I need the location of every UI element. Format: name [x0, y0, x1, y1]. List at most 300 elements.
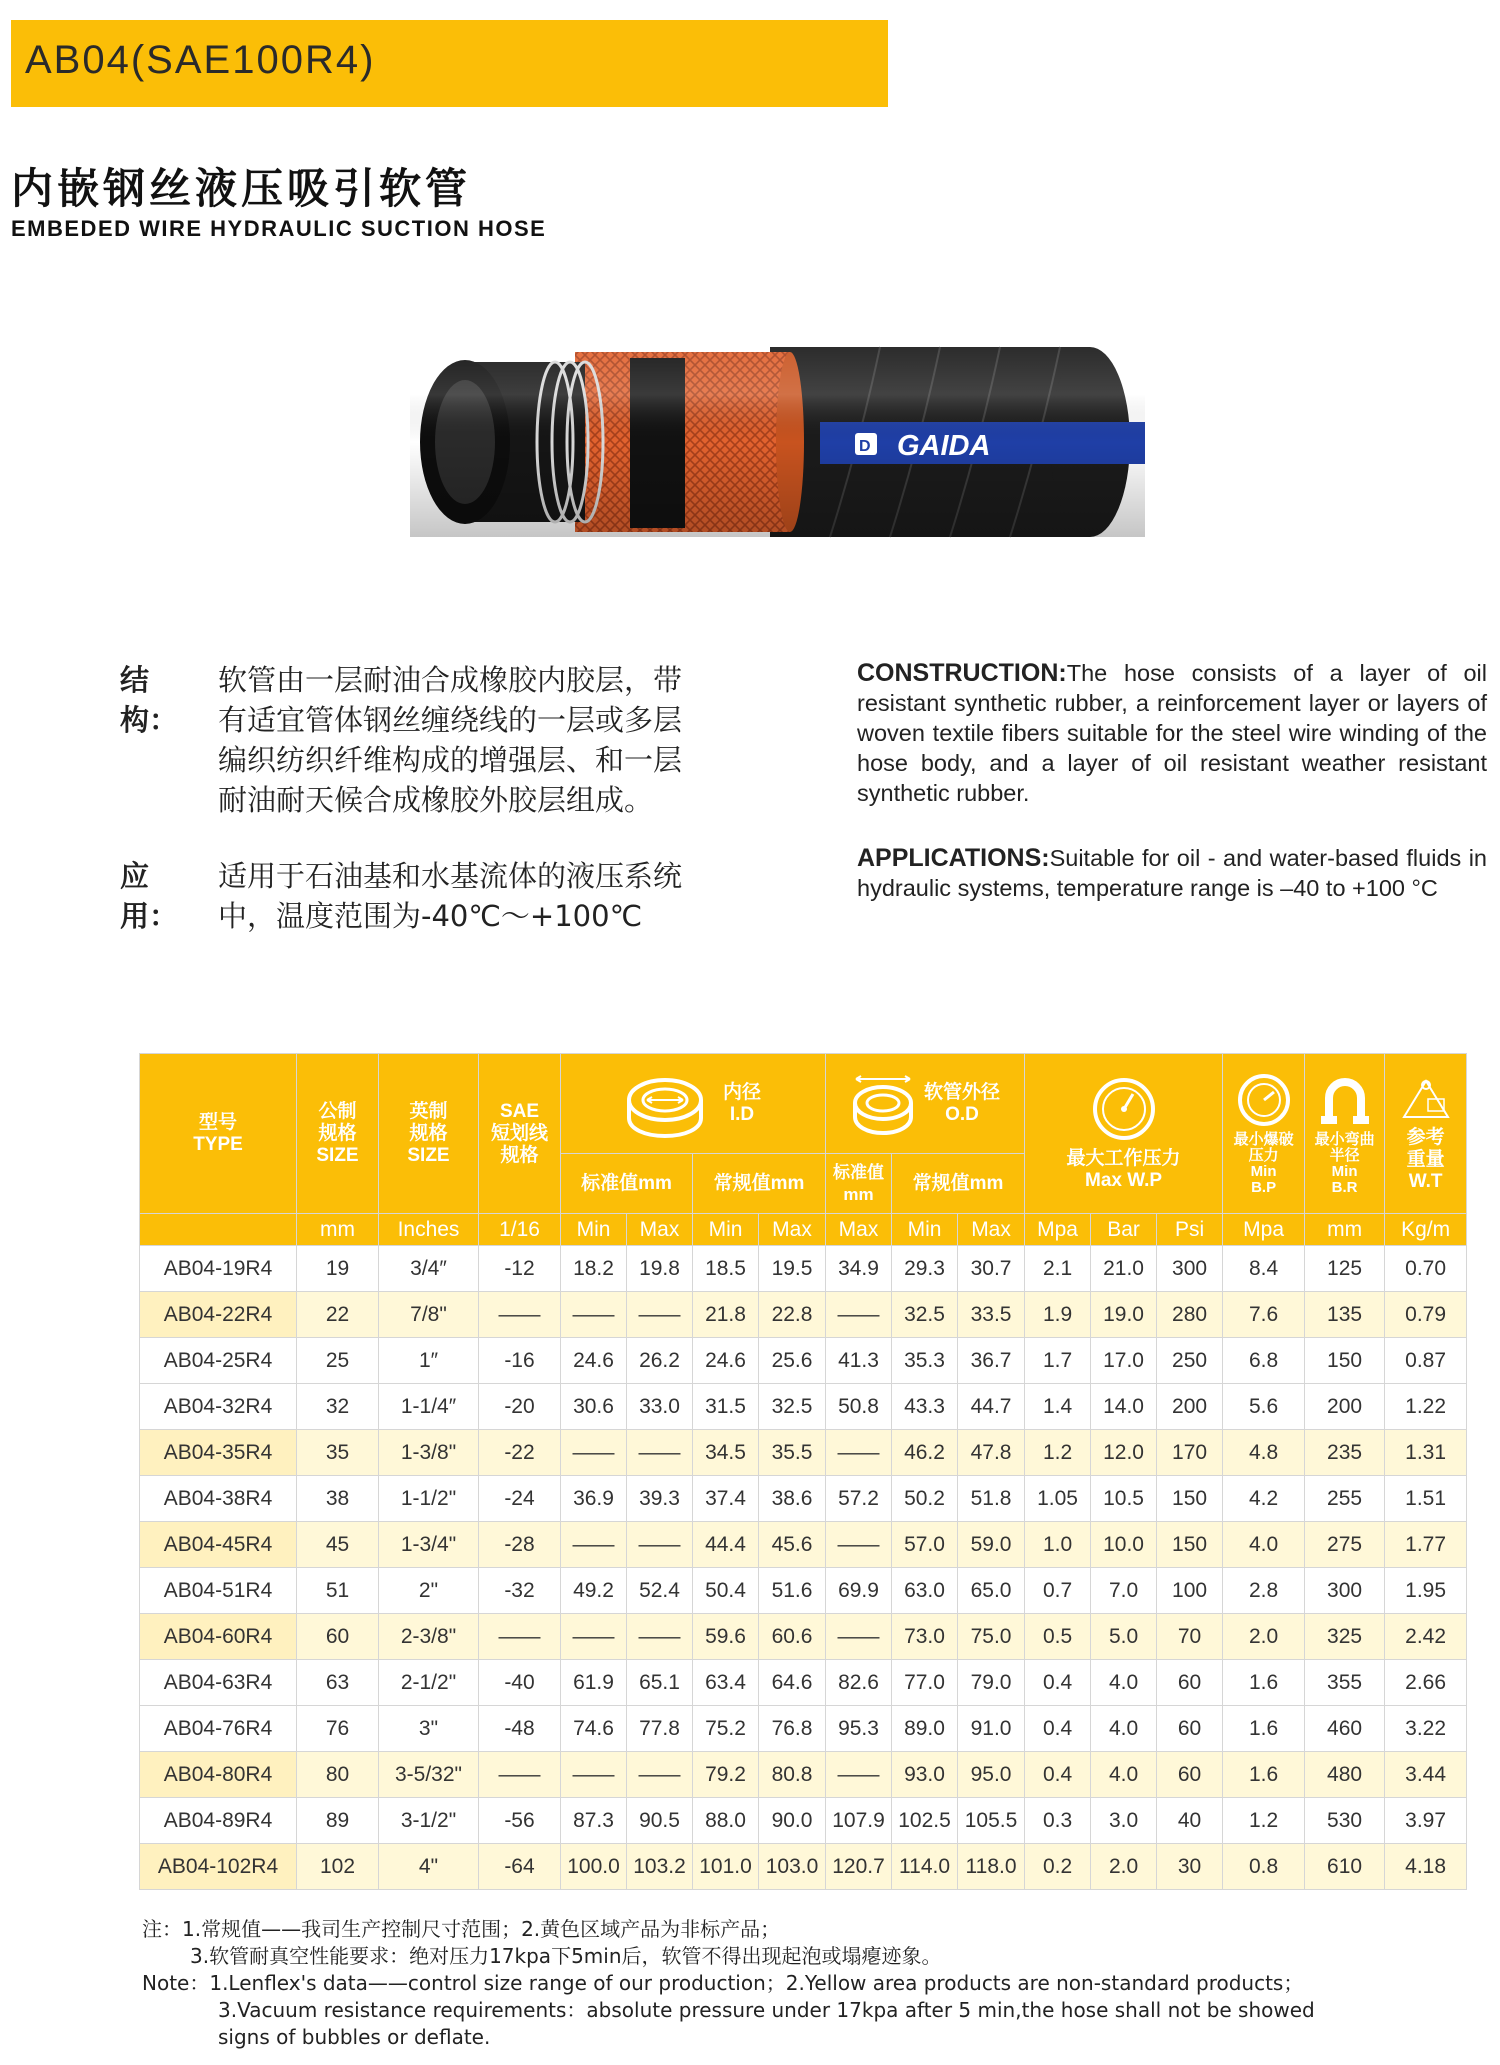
table-cell: 102: [297, 1844, 379, 1890]
table-cell: 45.6: [759, 1522, 826, 1568]
table-cell: 610: [1305, 1844, 1385, 1890]
type-cell: AB04-102R4: [140, 1844, 297, 1890]
table-cell: 77.8: [627, 1706, 693, 1752]
table-cell: 76: [297, 1706, 379, 1752]
table-cell: -22: [479, 1430, 561, 1476]
table-row: [140, 1752, 1467, 1798]
table-cell: 1.77: [1385, 1522, 1467, 1568]
table-cell: ——: [479, 1752, 561, 1798]
table-cell: 200: [1157, 1384, 1223, 1430]
table-row: [140, 1338, 1467, 1384]
type-cell: AB04-76R4: [140, 1706, 297, 1752]
unit-cell: Max: [627, 1214, 693, 1246]
table-cell: 29.3: [892, 1246, 958, 1292]
table-cell: 60: [1157, 1752, 1223, 1798]
table-cell: -12: [479, 1246, 561, 1292]
table-cell: 63.0: [892, 1568, 958, 1614]
table-cell: 102.5: [892, 1798, 958, 1844]
note-en-1: Note：1.Lenflex's data——control size range of our production；2.Yellow area products are non-standard products；: [142, 1971, 1304, 1995]
unit-cell-type: [140, 1214, 297, 1246]
table-cell: 2.42: [1385, 1614, 1467, 1660]
table-cell: 21.0: [1091, 1246, 1157, 1292]
table-cell: 24.6: [693, 1338, 759, 1384]
table-cell: 4.2: [1223, 1476, 1305, 1522]
table-cell: ——: [627, 1292, 693, 1338]
header-id-regular: 常规值mm: [693, 1154, 826, 1214]
table-cell: 19: [297, 1246, 379, 1292]
table-cell: 103.0: [759, 1844, 826, 1890]
table-cell: 51: [297, 1568, 379, 1614]
table-cell: 118.0: [958, 1844, 1025, 1890]
type-cell: AB04-19R4: [140, 1246, 297, 1292]
table-cell: 69.9: [826, 1568, 892, 1614]
table-cell: 47.8: [958, 1430, 1025, 1476]
units-row: [140, 1214, 1467, 1246]
table-cell: 63: [297, 1660, 379, 1706]
table-cell: 4.0: [1091, 1706, 1157, 1752]
table-cell: 120.7: [826, 1844, 892, 1890]
unit-cell: Mpa: [1025, 1214, 1091, 1246]
type-cell: AB04-63R4: [140, 1660, 297, 1706]
table-cell: 105.5: [958, 1798, 1025, 1844]
unit-cell: mm: [297, 1214, 379, 1246]
table-cell: 2.0: [1091, 1844, 1157, 1890]
table-cell: 59.0: [958, 1522, 1025, 1568]
table-cell: 60.6: [759, 1614, 826, 1660]
header-od-regular: 常规值mm: [892, 1154, 1025, 1214]
construction-cn-line: 软管由一层耐油合成橡胶内胶层，带: [218, 663, 683, 697]
type-cell: AB04-25R4: [140, 1338, 297, 1384]
table-cell: 4.0: [1091, 1660, 1157, 1706]
table-cell: 24.6: [561, 1338, 627, 1384]
table-cell: 79.2: [693, 1752, 759, 1798]
header-type: 型号 TYPE: [140, 1054, 297, 1214]
table-cell: 36.7: [958, 1338, 1025, 1384]
construction-en-label: CONSTRUCTION:: [857, 659, 1067, 687]
outer-diameter-icon: [850, 1071, 916, 1137]
table-cell: 103.2: [627, 1844, 693, 1890]
table-cell: 76.8: [759, 1706, 826, 1752]
table-cell: -32: [479, 1568, 561, 1614]
table-cell: 12.0: [1091, 1430, 1157, 1476]
table-cell: 355: [1305, 1660, 1385, 1706]
table-cell: 10.0: [1091, 1522, 1157, 1568]
table-cell: ——: [561, 1522, 627, 1568]
table-cell: 50.4: [693, 1568, 759, 1614]
table-cell: ——: [627, 1752, 693, 1798]
table-cell: 101.0: [693, 1844, 759, 1890]
table-cell: 1.2: [1025, 1430, 1091, 1476]
table-row: [140, 1798, 1467, 1844]
table-cell: 30.6: [561, 1384, 627, 1430]
table-cell: 1.6: [1223, 1660, 1305, 1706]
table-cell: 26.2: [627, 1338, 693, 1384]
note-cn-2: 3.软管耐真空性能要求：绝对压力17kpa下5min后，软管不得出现起泡或塌瘪迹象。: [190, 1944, 942, 1968]
table-cell: 125: [1305, 1246, 1385, 1292]
brand-logo-text: GAIDA: [897, 430, 991, 462]
table-cell: 3-5/32": [379, 1752, 479, 1798]
table-cell: 36.9: [561, 1476, 627, 1522]
table-cell: 74.6: [561, 1706, 627, 1752]
note-en-3: signs of bubbles or deflate.: [218, 2025, 491, 2049]
table-cell: 50.8: [826, 1384, 892, 1430]
table-cell: 32.5: [759, 1384, 826, 1430]
table-row: [140, 1614, 1467, 1660]
unit-cell: 1/16: [479, 1214, 561, 1246]
table-cell: ——: [826, 1752, 892, 1798]
table-cell: 1.22: [1385, 1384, 1467, 1430]
table-cell: 5.0: [1091, 1614, 1157, 1660]
table-cell: 49.2: [561, 1568, 627, 1614]
table-cell: 60: [1157, 1706, 1223, 1752]
table-cell: 114.0: [892, 1844, 958, 1890]
table-cell: 39.3: [627, 1476, 693, 1522]
table-cell: 31.5: [693, 1384, 759, 1430]
table-cell: 4.0: [1223, 1522, 1305, 1568]
table-cell: 19.8: [627, 1246, 693, 1292]
table-cell: 2-3/8": [379, 1614, 479, 1660]
table-cell: 19.5: [759, 1246, 826, 1292]
unit-cell: Min: [892, 1214, 958, 1246]
table-cell: 0.70: [1385, 1246, 1467, 1292]
unit-cell: mm: [1305, 1214, 1385, 1246]
table-cell: 44.4: [693, 1522, 759, 1568]
table-cell: ——: [561, 1430, 627, 1476]
table-cell: ——: [479, 1292, 561, 1338]
table-cell: -64: [479, 1844, 561, 1890]
header-weight: 参考重量 W.T: [1385, 1054, 1467, 1214]
table-cell: 150: [1305, 1338, 1385, 1384]
table-cell: -40: [479, 1660, 561, 1706]
applications-en: [857, 843, 1487, 903]
table-cell: 38: [297, 1476, 379, 1522]
table-cell: 80: [297, 1752, 379, 1798]
table-cell: ——: [561, 1614, 627, 1660]
table-cell: 1.7: [1025, 1338, 1091, 1384]
table-cell: 4.18: [1385, 1844, 1467, 1890]
table-row: [140, 1660, 1467, 1706]
table-cell: 34.5: [693, 1430, 759, 1476]
header-outer-diameter: 软管外径 O.D: [826, 1054, 1025, 1154]
table-cell: 35.5: [759, 1430, 826, 1476]
table-cell: 91.0: [958, 1706, 1025, 1752]
table-cell: 1.95: [1385, 1568, 1467, 1614]
table-cell: 35.3: [892, 1338, 958, 1384]
table-cell: 1.0: [1025, 1522, 1091, 1568]
table-cell: 59.6: [693, 1614, 759, 1660]
table-cell: 37.4: [693, 1476, 759, 1522]
table-cell: 1-1/2": [379, 1476, 479, 1522]
note-en-2: 3.Vacuum resistance requirements：absolute pressure under 17kpa after 5 min,the hose shall not be showed: [218, 1998, 1315, 2022]
table-cell: 150: [1157, 1476, 1223, 1522]
type-cell: AB04-89R4: [140, 1798, 297, 1844]
table-cell: 1.51: [1385, 1476, 1467, 1522]
table-cell: 2.66: [1385, 1660, 1467, 1706]
table-cell: 60: [1157, 1660, 1223, 1706]
table-cell: 530: [1305, 1798, 1385, 1844]
table-cell: -16: [479, 1338, 561, 1384]
table-row: [140, 1844, 1467, 1890]
table-cell: 38.6: [759, 1476, 826, 1522]
table-cell: 3-1/2": [379, 1798, 479, 1844]
type-cell: AB04-38R4: [140, 1476, 297, 1522]
table-cell: -48: [479, 1706, 561, 1752]
table-cell: 64.6: [759, 1660, 826, 1706]
type-cell: AB04-22R4: [140, 1292, 297, 1338]
table-cell: 300: [1305, 1568, 1385, 1614]
table-cell: 90.0: [759, 1798, 826, 1844]
burst-gauge-icon: [1236, 1072, 1292, 1128]
table-cell: 17.0: [1091, 1338, 1157, 1384]
table-cell: 0.7: [1025, 1568, 1091, 1614]
table-row: [140, 1430, 1467, 1476]
table-cell: 46.2: [892, 1430, 958, 1476]
construction-cn-line: 有适宜管体钢丝缠绕线的一层或多层: [218, 703, 683, 737]
table-cell: 93.0: [892, 1752, 958, 1798]
table-cell: 2.1: [1025, 1246, 1091, 1292]
unit-cell: Min: [693, 1214, 759, 1246]
table-row: [140, 1476, 1467, 1522]
applications-en-label: APPLICATIONS:: [857, 844, 1050, 872]
table-cell: ——: [561, 1292, 627, 1338]
table-cell: 325: [1305, 1614, 1385, 1660]
unit-cell: Inches: [379, 1214, 479, 1246]
construction-en: [857, 658, 1487, 808]
title-english: EMBEDED WIRE HYDRAULIC SUCTION HOSE: [11, 216, 547, 241]
table-cell: 150: [1157, 1522, 1223, 1568]
table-cell: 18.5: [693, 1246, 759, 1292]
table-cell: 75.2: [693, 1706, 759, 1752]
table-cell: 4.0: [1091, 1752, 1157, 1798]
table-cell: 3.0: [1091, 1798, 1157, 1844]
table-cell: 60: [297, 1614, 379, 1660]
table-cell: 25: [297, 1338, 379, 1384]
type-cell: AB04-80R4: [140, 1752, 297, 1798]
construction-cn-line: 编织纺织纤维构成的增强层、和一层: [218, 743, 683, 777]
table-cell: 0.2: [1025, 1844, 1091, 1890]
table-cell: ——: [627, 1522, 693, 1568]
table-cell: 52.4: [627, 1568, 693, 1614]
table-cell: 21.8: [693, 1292, 759, 1338]
table-cell: 3.97: [1385, 1798, 1467, 1844]
table-cell: 79.0: [958, 1660, 1025, 1706]
table-cell: 6.8: [1223, 1338, 1305, 1384]
table-cell: 43.3: [892, 1384, 958, 1430]
table-cell: 100: [1157, 1568, 1223, 1614]
table-cell: 14.0: [1091, 1384, 1157, 1430]
pressure-gauge-icon: [1091, 1076, 1157, 1142]
table-cell: 7.6: [1223, 1292, 1305, 1338]
table-cell: 30: [1157, 1844, 1223, 1890]
note-cn-1: 注：1.常规值——我司生产控制尺寸范围；2.黄色区域产品为非标产品；: [142, 1917, 781, 1941]
table-cell: 1″: [379, 1338, 479, 1384]
table-cell: ——: [826, 1614, 892, 1660]
header-metric-size: 公制规格 SIZE: [297, 1054, 379, 1214]
table-cell: ——: [479, 1614, 561, 1660]
table-cell: 33.5: [958, 1292, 1025, 1338]
table-cell: 1.4: [1025, 1384, 1091, 1430]
table-cell: 41.3: [826, 1338, 892, 1384]
table-cell: 95.0: [958, 1752, 1025, 1798]
table-cell: 1.31: [1385, 1430, 1467, 1476]
table-cell: 0.4: [1025, 1706, 1091, 1752]
table-cell: 18.2: [561, 1246, 627, 1292]
table-cell: 300: [1157, 1246, 1223, 1292]
table-cell: 45: [297, 1522, 379, 1568]
header-imperial-size: 英制规格 SIZE: [379, 1054, 479, 1214]
table-cell: 32.5: [892, 1292, 958, 1338]
table-cell: 10.5: [1091, 1476, 1157, 1522]
table-cell: 90.5: [627, 1798, 693, 1844]
table-cell: 0.5: [1025, 1614, 1091, 1660]
weight-icon: [1398, 1075, 1454, 1123]
table-cell: 89: [297, 1798, 379, 1844]
table-cell: ——: [627, 1430, 693, 1476]
table-cell: 19.0: [1091, 1292, 1157, 1338]
table-cell: 235: [1305, 1430, 1385, 1476]
table-cell: 63.4: [693, 1660, 759, 1706]
table-cell: 3/4″: [379, 1246, 479, 1292]
table-cell: 51.8: [958, 1476, 1025, 1522]
table-cell: 2.8: [1223, 1568, 1305, 1614]
table-cell: 250: [1157, 1338, 1223, 1384]
table-row: [140, 1292, 1467, 1338]
applications-cn-label: 应用：: [120, 859, 179, 933]
table-cell: ——: [826, 1292, 892, 1338]
table-cell: 4": [379, 1844, 479, 1890]
table-cell: 87.3: [561, 1798, 627, 1844]
table-cell: 57.2: [826, 1476, 892, 1522]
header-inner-diameter: 内径 I.D: [561, 1054, 826, 1154]
table-cell: 61.9: [561, 1660, 627, 1706]
unit-cell: Psi: [1157, 1214, 1223, 1246]
table-cell: 1-1/4″: [379, 1384, 479, 1430]
unit-cell: Max: [759, 1214, 826, 1246]
table-cell: -20: [479, 1384, 561, 1430]
table-cell: 0.87: [1385, 1338, 1467, 1384]
table-cell: 3.44: [1385, 1752, 1467, 1798]
table-cell: 77.0: [892, 1660, 958, 1706]
table-cell: 0.3: [1025, 1798, 1091, 1844]
table-cell: 30.7: [958, 1246, 1025, 1292]
type-cell: AB04-60R4: [140, 1614, 297, 1660]
construction-en-text: The hose consists of a layer of oil resistant synthetic rubber, a reinforcement layer or layers of woven textile fibers suitable for the steel wire winding of the hose body, and a layer of oil resistant weather resistant synthetic rubber.: [857, 660, 1487, 806]
table-cell: 4.8: [1223, 1430, 1305, 1476]
construction-cn-label: 结构：: [120, 663, 179, 737]
model-code: AB04(SAE100R4): [25, 38, 376, 82]
header-sae-dash: SAE 短划线规格: [479, 1054, 561, 1214]
table-cell: 1.05: [1025, 1476, 1091, 1522]
table-cell: 22: [297, 1292, 379, 1338]
table-cell: 1-3/4": [379, 1522, 479, 1568]
table-cell: 280: [1157, 1292, 1223, 1338]
table-cell: 255: [1305, 1476, 1385, 1522]
table-cell: 275: [1305, 1522, 1385, 1568]
notes: [142, 1916, 1315, 2051]
table-cell: -24: [479, 1476, 561, 1522]
table-cell: ——: [826, 1522, 892, 1568]
table-cell: 80.8: [759, 1752, 826, 1798]
table-cell: 44.7: [958, 1384, 1025, 1430]
table-cell: 8.4: [1223, 1246, 1305, 1292]
table-cell: 0.79: [1385, 1292, 1467, 1338]
table-cell: 0.8: [1223, 1844, 1305, 1890]
table-cell: 100.0: [561, 1844, 627, 1890]
unit-cell: Max: [958, 1214, 1025, 1246]
applications-cn-line: 适用于石油基和水基流体的液压系统: [218, 859, 683, 893]
unit-cell: Kg/m: [1385, 1214, 1467, 1246]
table-cell: 40: [1157, 1798, 1223, 1844]
table-cell: 35: [297, 1430, 379, 1476]
table-cell: 25.6: [759, 1338, 826, 1384]
table-cell: 75.0: [958, 1614, 1025, 1660]
type-cell: AB04-35R4: [140, 1430, 297, 1476]
table-cell: -28: [479, 1522, 561, 1568]
table-cell: 7.0: [1091, 1568, 1157, 1614]
header-working-pressure: 最大工作压力 Max W.P: [1025, 1054, 1223, 1214]
applications-cn-line: 中，温度范围为-40℃～+100℃: [218, 899, 643, 933]
table-cell: ——: [826, 1430, 892, 1476]
table-cell: 2": [379, 1568, 479, 1614]
unit-cell: Bar: [1091, 1214, 1157, 1246]
table-row: [140, 1246, 1467, 1292]
header-burst-pressure: 最小爆破压力 Min B.P: [1223, 1054, 1305, 1214]
table-cell: 34.9: [826, 1246, 892, 1292]
table-cell: 70: [1157, 1614, 1223, 1660]
table-cell: 32: [297, 1384, 379, 1430]
unit-cell: Mpa: [1223, 1214, 1305, 1246]
type-cell: AB04-45R4: [140, 1522, 297, 1568]
table-cell: 82.6: [826, 1660, 892, 1706]
table-cell: 95.3: [826, 1706, 892, 1752]
unit-cell: Min: [561, 1214, 627, 1246]
table-cell: 65.0: [958, 1568, 1025, 1614]
table-cell: 0.4: [1025, 1752, 1091, 1798]
table-cell: -56: [479, 1798, 561, 1844]
header-bend-radius: 最小弯曲半径 Min B.R: [1305, 1054, 1385, 1214]
table-row: [140, 1706, 1467, 1752]
title-chinese: 内嵌钢丝液压吸引软管: [11, 164, 472, 213]
type-cell: AB04-51R4: [140, 1568, 297, 1614]
unit-cell: Max: [826, 1214, 892, 1246]
table-row: [140, 1522, 1467, 1568]
table-cell: 88.0: [693, 1798, 759, 1844]
table-cell: 22.8: [759, 1292, 826, 1338]
table-cell: 50.2: [892, 1476, 958, 1522]
table-cell: 200: [1305, 1384, 1385, 1430]
table-row: [140, 1384, 1467, 1430]
table-cell: 7/8": [379, 1292, 479, 1338]
table-cell: 1.6: [1223, 1752, 1305, 1798]
svg-text:D: D: [859, 438, 871, 455]
table-row: [140, 1568, 1467, 1614]
table-cell: 2-1/2": [379, 1660, 479, 1706]
table-cell: 2.0: [1223, 1614, 1305, 1660]
type-cell: AB04-32R4: [140, 1384, 297, 1430]
table-cell: 3.22: [1385, 1706, 1467, 1752]
inner-diameter-icon: [625, 1070, 705, 1138]
table-cell: 1-3/8": [379, 1430, 479, 1476]
table-cell: 1.2: [1223, 1798, 1305, 1844]
table-cell: ——: [561, 1752, 627, 1798]
header-id-standard: 标准值mm: [561, 1154, 693, 1214]
table-cell: 73.0: [892, 1614, 958, 1660]
table-cell: 107.9: [826, 1798, 892, 1844]
table-cell: 89.0: [892, 1706, 958, 1752]
table-cell: 0.4: [1025, 1660, 1091, 1706]
table-cell: 3": [379, 1706, 479, 1752]
table-cell: 1.9: [1025, 1292, 1091, 1338]
